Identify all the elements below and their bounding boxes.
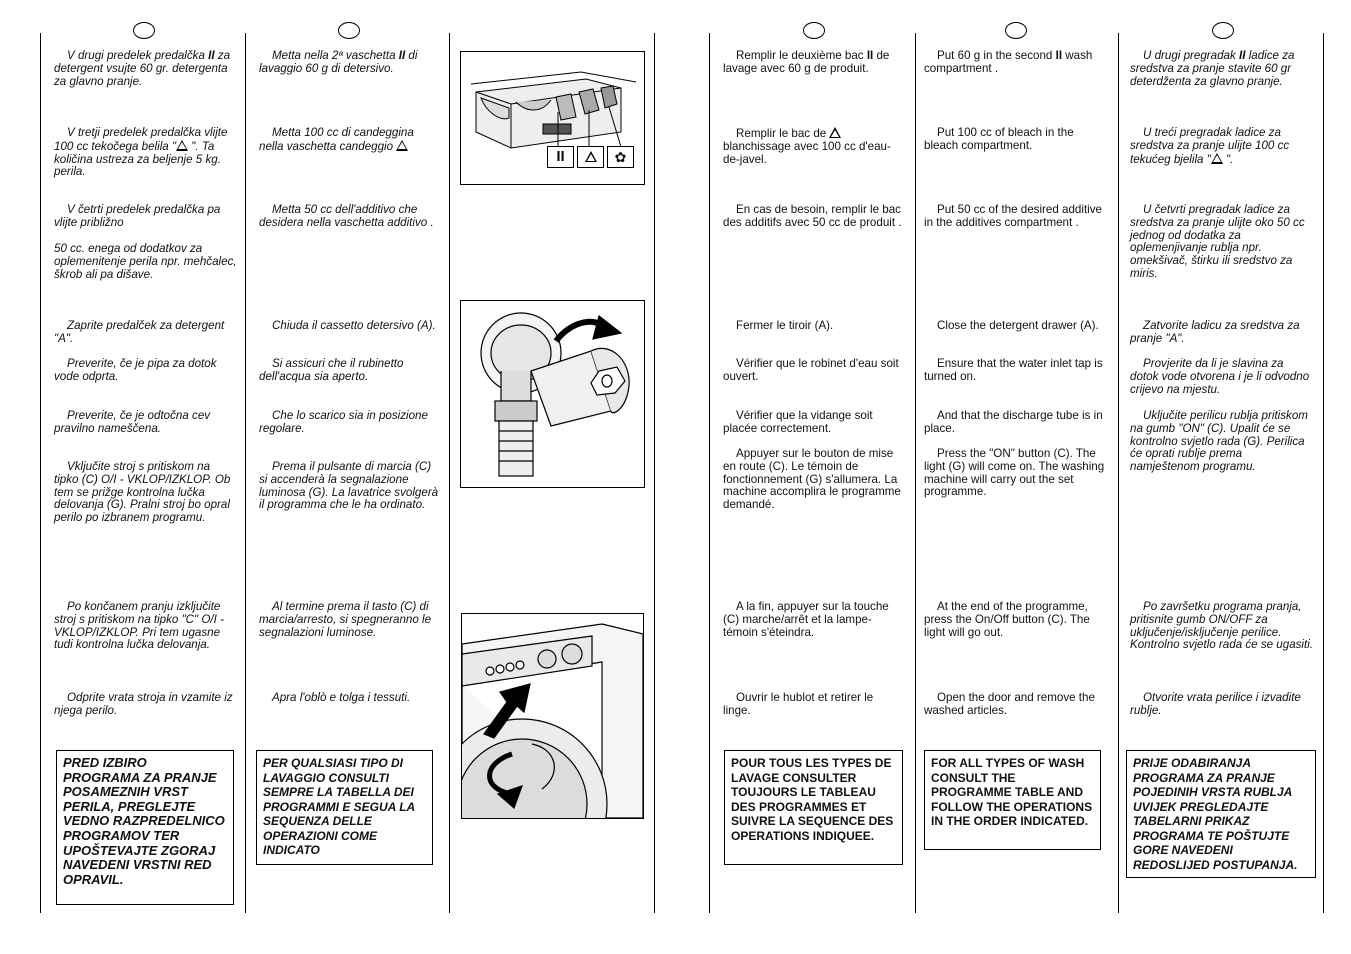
language-circle-hr bbox=[1212, 22, 1234, 39]
detergent-drawer-illustration bbox=[460, 51, 645, 185]
bleach-triangle-icon bbox=[396, 140, 408, 151]
paragraph-sl-6: Preverite, če je pipa za dotok vode odprta. bbox=[54, 357, 217, 383]
paragraph-hr-4: Zatvorite ladicu za sredstva za pranje "A". bbox=[1130, 319, 1300, 345]
paragraph-it-3: Metta 50 cc dell'additivo che desidera nella vaschetta additivo . bbox=[259, 203, 434, 229]
bleach-triangle-icon bbox=[1211, 153, 1223, 164]
paragraph-it-1: Metta nella 2ª vaschetta II di lavaggio 60 g di detersivo. bbox=[259, 49, 418, 75]
paragraph-sl-3: V četrti predelek predalčka pa vlijte približno bbox=[54, 203, 221, 229]
language-circle-fr bbox=[803, 22, 825, 39]
paragraph-en-3: Put 50 cc of the desired additive in the additives compartment . bbox=[924, 203, 1102, 229]
flower-icon: ✿ bbox=[614, 149, 627, 165]
water-tap-illustration bbox=[460, 300, 645, 488]
bleach-triangle-icon bbox=[585, 151, 597, 162]
language-circle-en bbox=[1005, 22, 1027, 39]
paragraph-sl-5: Zaprite predalček za detergent "A". bbox=[54, 319, 225, 345]
tap-drawing bbox=[461, 301, 644, 487]
note-box-sl: PRED IZBIRO PROGRAMA ZA PRANJE POSAMEZNIH VRST PERILA, PREGLEJTE VEDNO RAZPREDELNICO PROGRAMOV TER UPOŠTEVAJTE ZGORAJ NAVEDENI VRSTNI RED OPRAVIL. bbox=[56, 750, 234, 905]
paragraph-fr-5: Vérifier que le robinet d'eau soit ouvert. bbox=[723, 357, 899, 383]
paragraph-it-5: Si assicuri che il rubinetto dell'acqua sia aperto. bbox=[259, 357, 404, 383]
paragraph-fr-8: A la fin, appuyer sur la touche (C) marche/arrêt et la lampe-témoin s'éteindra. bbox=[723, 600, 889, 639]
paragraph-sl-4: 50 cc. enega od dodatkov za oplemenitenje perila npr. mehčalec, škrob ali pa dišave. bbox=[54, 242, 237, 281]
note-box-fr: POUR TOUS LES TYPES DE LAVAGE CONSULTER TOUJOURS LE TABLEAU DES PROGRAMMES ET SUIVRE LA SEQUENCE DES OPERATIONS INDIQUEE. bbox=[724, 750, 903, 865]
divider-5 bbox=[915, 33, 916, 913]
paragraph-en-2: Put 100 cc of bleach in the bleach compartment. bbox=[924, 126, 1074, 152]
paragraph-hr-2: U treći pregradak ladice za sredstva za pranje ulijte 100 cc tekućeg bjelila " ". bbox=[1130, 126, 1290, 166]
paragraph-it-7: Prema il pulsante di marcia (C) si accenderà la segnalazione luminosa (G). La lavatrice svolgerà il programma che le ha ordinato. bbox=[259, 460, 439, 512]
paragraph-en-5: Ensure that the water inlet tap is turned on. bbox=[924, 357, 1103, 383]
language-circle-sl bbox=[133, 22, 155, 39]
paragraph-hr-7: Po završetku programa pranja, pritisnite gumb ON/OFF za uključenje/isključenje perilice. Kontrolno svjetlo rada će se ugasiti. bbox=[1130, 600, 1314, 652]
language-circle-it bbox=[338, 22, 360, 39]
paragraph-en-8: At the end of the programme, press the On/Off button (C). The light will go out. bbox=[924, 600, 1090, 639]
paragraph-sl-1: V drugi predelek predalčka II za detergent vsujte 60 gr. detergenta za glavno pranje. bbox=[54, 49, 231, 88]
divider-2 bbox=[449, 33, 450, 913]
paragraph-it-4: Chiuda il cassetto detersivo (A). bbox=[272, 319, 436, 332]
divider-right-edge bbox=[1323, 33, 1324, 913]
paragraph-hr-8: Otvorite vrata perilice i izvadite rublje. bbox=[1130, 691, 1301, 717]
machine-door-illustration bbox=[461, 613, 644, 819]
divider-left-edge bbox=[40, 33, 41, 913]
paragraph-hr-3: U četvrti pregradak ladice za sredstva za pranje ulijte oko 50 cc jednog od dodatka za oplemenjivanje rublja npr. omekšivač, štirku ili sredstvo za miris. bbox=[1130, 203, 1305, 280]
bleach-triangle-box bbox=[577, 146, 604, 168]
paragraph-en-1: Put 60 g in the second II wash compartment . bbox=[924, 49, 1093, 75]
additive-flower-box bbox=[607, 146, 634, 168]
paragraph-hr-5: Provjerite da li je slavina za dotok vode otvorena i je li odvodno crijevo na mjestu. bbox=[1130, 357, 1310, 396]
paragraph-fr-7: Appuyer sur le bouton de mise en route (C). Le témoin de fonctionnement (G) s'allumera. La machine accomplira le programme demandé. bbox=[723, 447, 901, 512]
paragraph-it-8: Al termine prema il tasto (C) di marcia/arresto, si spegneranno le segnalazioni luminose. bbox=[259, 600, 432, 639]
paragraph-sl-7: Preverite, če je odtočna cev pravilno nameščena. bbox=[54, 409, 211, 435]
paragraph-hr-1: U drugi pregradak II ladice za sredstva za pranje stavite 60 gr deterdženta za glavno pranje. bbox=[1130, 49, 1295, 88]
paragraph-fr-9: Ouvrir le hublot et retirer le linge. bbox=[723, 691, 874, 717]
paragraph-sl-10: Odprite vrata stroja in vzamite iz njega perilo. bbox=[54, 691, 233, 717]
machine-drawing bbox=[462, 614, 643, 818]
paragraph-en-7: Press the "ON" button (C). The light (G) will come on. The washing machine will carry out the set programme. bbox=[924, 447, 1105, 499]
note-box-hr: PRIJE ODABIRANJA PROGRAMA ZA PRANJE POJEDINIH VRSTA RUBLJA UVIJEK PREGLEDAJTE TABELARNI PRIKAZ PROGRAMA TE POŠTUJTE GORE NAVEDENI REDOSLIJED POSTUPANJA. bbox=[1126, 750, 1316, 878]
paragraph-sl-9: Po končanem pranju izključite stroj s pritiskom na tipko "C" O/I - VKLOP/IZKLOP. Pri tem ugasne tudi kontrolna lučka delovanja. bbox=[54, 600, 224, 652]
note-box-en: FOR ALL TYPES OF WASH CONSULT THE PROGRAMME TABLE AND FOLLOW THE OPERATIONS IN THE ORDER INDICATED. bbox=[924, 750, 1101, 850]
paragraph-it-9: Apra l'oblò e tolga i tessuti. bbox=[272, 691, 411, 704]
divider-4 bbox=[709, 33, 710, 913]
divider-3 bbox=[654, 33, 655, 913]
drawer-compartment-label-box: II bbox=[547, 146, 574, 168]
paragraph-en-4: Close the detergent drawer (A). bbox=[937, 319, 1099, 332]
paragraph-sl-8: Vključite stroj s pritiskom na tipko (C) O/I - VKLOP/IZKLOP. Ob tem se prižge kontrolna lučka delovanja (G). Pralni stroj bo opral perilo po izbranem programu. bbox=[54, 460, 231, 525]
divider-6 bbox=[1118, 33, 1119, 913]
paragraph-sl-2: V tretji predelek predalčka vlijte 100 cc tekočega belila " ". Ta količina ustreza za beljenje 5 kg. perila. bbox=[54, 126, 228, 179]
paragraph-fr-2: Remplir le bac de blanchissage avec 100 cc d'eau-de-javel. bbox=[723, 127, 891, 166]
paragraph-fr-4: Fermer le tiroir (A). bbox=[736, 319, 834, 332]
paragraph-en-6: And that the discharge tube is in place. bbox=[924, 409, 1103, 435]
paragraph-fr-1: Remplir le deuxième bac II de lavage avec 60 g de produit. bbox=[723, 49, 890, 75]
bleach-triangle-icon bbox=[176, 140, 188, 151]
paragraph-fr-6: Vérifier que la vidange soit placée correctement. bbox=[723, 409, 873, 435]
divider-1 bbox=[245, 33, 246, 913]
note-box-it: PER QUALSIASI TIPO DI LAVAGGIO CONSULTI SEMPRE LA TABELLA DEI PROGRAMMI E SEGUA LA SEQUENZA DELLE OPERAZIONI COME INDICATO bbox=[256, 750, 433, 865]
bleach-triangle-icon bbox=[829, 127, 841, 138]
paragraph-en-9: Open the door and remove the washed articles. bbox=[924, 691, 1095, 717]
paragraph-it-6: Che lo scarico sia in posizione regolare. bbox=[259, 409, 428, 435]
paragraph-it-2: Metta 100 cc di candeggina nella vaschetta candeggio bbox=[259, 126, 414, 153]
paragraph-fr-3: En cas de besoin, remplir le bac des additifs avec 50 cc de produit . bbox=[723, 203, 902, 229]
paragraph-hr-6: Uključite perilicu rublja pritiskom na gumb "ON" (C). Upalit će se kontrolno svjetlo rada (G). Perilica će oprati rublje prema namještenom programu. bbox=[1130, 409, 1308, 474]
